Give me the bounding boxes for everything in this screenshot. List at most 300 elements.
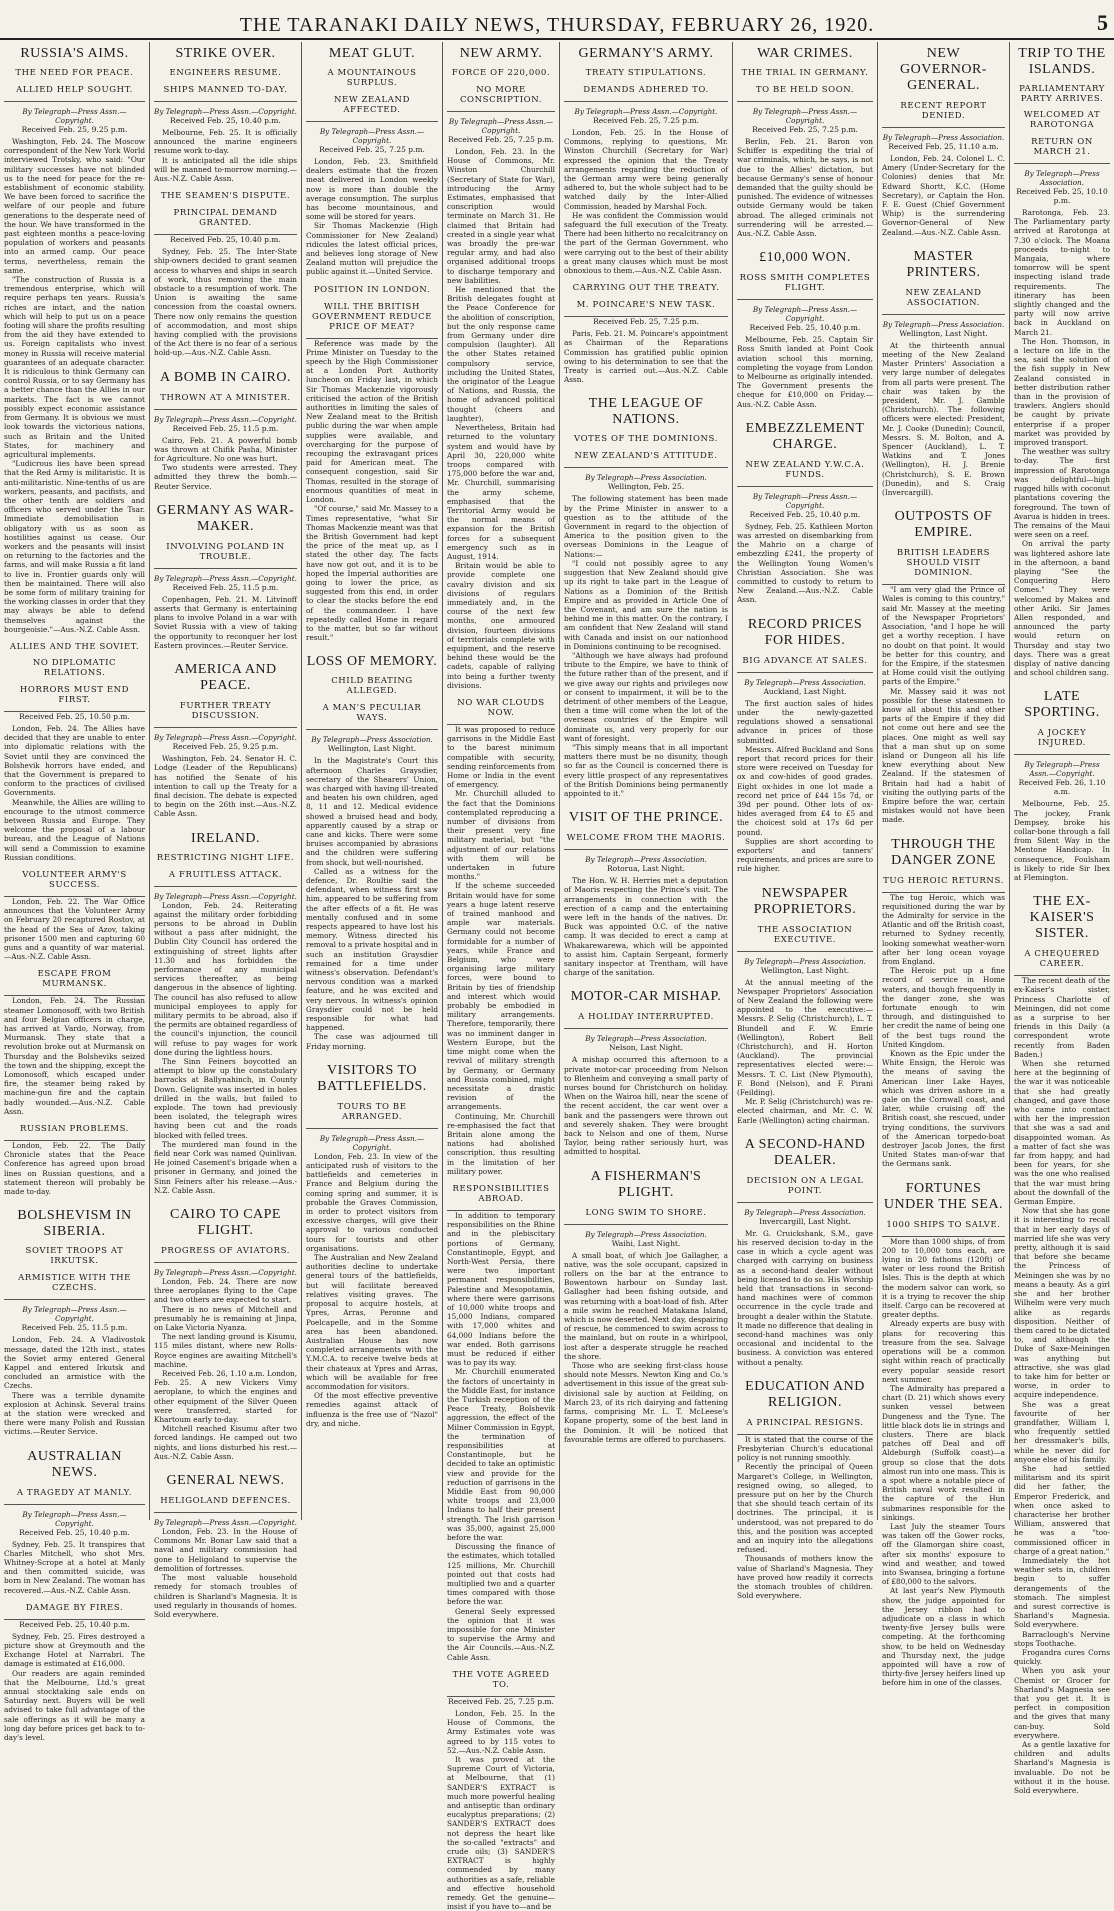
article-subheading: NO MORE CONSCRIPTION. bbox=[447, 85, 555, 112]
article-subheading: ENGINEERS RESUME. bbox=[169, 68, 282, 78]
article-subheading: A FRUITLESS ATTACK. bbox=[154, 870, 297, 887]
article-dateline: Received Feb. 25, 10.40 p.m. bbox=[170, 235, 281, 245]
article-headline: LATE SPORTING. bbox=[1024, 689, 1100, 721]
article-paragraph: Supplies are short according to exporters' and tanners' requirements, and prices are sure to rule higher. bbox=[737, 836, 873, 874]
article-dateline: Auckland, Last Night. bbox=[763, 686, 847, 696]
article bbox=[737, 1133, 873, 1367]
article-dateline: Received Feb. 25, 7.25 p.m. bbox=[593, 317, 699, 327]
article-subheading: CHILD BEATING ALLEGED. bbox=[331, 676, 413, 697]
article bbox=[154, 827, 297, 1196]
article-paragraph: Mr. Massey said it was not possible for these statesmen to know all about this and other parts of the Empire if they did not come out here and see the places. One might as well say that a man shut up on some island or Dungeon all his life knew everything about New Zealand. If the statesmen of Britain had had a habit of visiting the outlying parts of the Empire before the war, certain mistakes would not have been made. bbox=[882, 686, 1005, 825]
article bbox=[447, 698, 555, 1176]
article-subheading: THE NEED FOR PEACE. bbox=[15, 68, 134, 78]
article-dateline: Received Feb. 25, 7.25 p.m. bbox=[319, 145, 425, 154]
article bbox=[306, 1059, 438, 1428]
article-paragraph: "I am very glad the Prince of Wales is coming to this country," said Mr. Massey at the meeting of the Newspaper Proprietors' Association, "and I hope he will get a worthy reception. I have no doubt on that point. It would be better for this country, and for the Empire, if the statesmen at Home could visit the outlying parts of the Empire." bbox=[882, 585, 1005, 687]
article-byline: By Telegraph—Press Assn.—Copyright. bbox=[154, 1268, 297, 1278]
article-paragraph: The recent death of the ex-Kaiser's sister, Princess Charlotte of Meiningen, did not come as a surprise to her friends in this Daily (a correspondent wrote recently from Baden Baden.) bbox=[1014, 976, 1110, 1059]
article-paragraph: The next landing ground is Kisumu, 115 miles distant, where new Rolls-Royce engines are awaiting Mitchell's machine. bbox=[154, 1332, 297, 1369]
article-subheading: PRINCIPAL DEMAND GRANTED. bbox=[154, 208, 297, 235]
article-paragraph: Copenhagen, Feb. 21. M. Litvinoff asserts that Germany is entertaining plans to involve Poland in a war with Soviet Russia with a view of taking the opportunity to reconquer her lost Eastern provinces.—Reuter Service. bbox=[154, 594, 297, 650]
article-paragraph: On arrival the party was lightered ashore late in the afternoon, a band playing "See the Conquering Hero Comes." They were welcomed by Makea and other Ariki. Sir James Allen responded, and announced the party would return on Thursday and stay two days. There was a great display of native dancing and school children sang. bbox=[1014, 539, 1110, 678]
article-dateline: Received Feb. 25, 11.5 p.m. bbox=[21, 1323, 128, 1333]
article-byline: By Telegraph—Press Assn.—Copyright. bbox=[22, 107, 127, 125]
article-headline: NEW GOVERNOR-GENERAL. bbox=[900, 46, 987, 93]
article-paragraph: Sydney, Feb. 25. Kathleen Morton was arrested on disembarking from the Mahrio on a charge of embezzling £241, the property of the Wellington Young Women's Christian Association. She was committed to custody to return to New Zealand.—Aus.-N.Z. Cable Assn. bbox=[737, 521, 873, 605]
article-paragraph: Washington, Feb. 24. The Moscow correspondent of the New York World interviewed Trotsky, who said: "Our military successes have not blinded us to the need for peace for the re-establishment of economic stability. We have been forced to sacrifice the welfare of our people and future generations to the desperate need of the hour. We have transformed in the past eighteen months a peace-loving population of workers and peasants into an armed camp. Our peace terms, nevertheless, remain the same. bbox=[4, 137, 145, 275]
article bbox=[4, 870, 145, 961]
article-paragraph: Paris, Feb. 21. M. Poincare's appointment as Chairman of the Reparations Commission has gratified public opinion owing to his determination to see that the Treaty is carried out.—Aus.-N.Z. Cable Assn. bbox=[564, 329, 728, 385]
article-dateline: Received Feb. 25, 7.25 p.m. bbox=[752, 125, 858, 134]
article-subheading: NEW ZEALAND AFFECTED. bbox=[306, 95, 438, 122]
article-paragraph: London, Feb. 24. Reiterating against the military order forbidding persons to be abroad in Dublin without a pass after midnight, the Dublin City Council has ordered the extinguishing of street lights after 11.30 and has forbidden the performance of any municipal services thereafter, as being dangerous in the absence of lighting. The council has also refused to allow municipal employees to apply for military permits to be abroad, also if the permits are obtained regardless of the council's injunction, the council will refuse to pay wages for work done during the lightless hours. bbox=[154, 900, 297, 1057]
article-byline: By Telegraph—Press Assn.—Copyright. bbox=[154, 107, 297, 116]
article bbox=[1014, 890, 1110, 1795]
column-3 bbox=[302, 42, 443, 1520]
article-headline: AUSTRALIAN NEWS. bbox=[27, 1448, 122, 1480]
column-8 bbox=[1010, 42, 1114, 1796]
article-paragraph: The case was adjourned till Friday morning. bbox=[306, 1032, 438, 1051]
article-dateline: Received Feb. 25, 10.40 p.m. bbox=[170, 116, 281, 125]
article bbox=[564, 392, 728, 798]
article-byline: By Telegraph—Press Association. bbox=[744, 1207, 866, 1217]
article-headline: A BOMB IN CAIRO. bbox=[160, 369, 291, 385]
article bbox=[154, 1203, 297, 1461]
article-paragraph: "I could not possibly agree to any suggestion that New Zealand should give up its right to take part in the League of Nations as a Dominion of the British Empire and as provided in Article One of the Covenant, and am sure the nation is behind me in this matter. On the contrary, I am confident that New Zealand will stand with Canada and insist on our nationhood in Dominions continuing to be recognised. bbox=[564, 558, 728, 651]
article-subheading: DECISION ON A LEGAL POINT. bbox=[737, 1176, 873, 1203]
article-dateline: Invercargill, Last Night. bbox=[759, 1216, 851, 1226]
article-paragraph: The tug Heroic, which was requisitioned during the war by the Admiralty for service in the Atlantic and off the British coast, returned to Sydney recently, looking somewhat weather-worn after her long ocean voyage from England. bbox=[882, 892, 1005, 966]
article-paragraph: London, Feb. 22. The War Office announces that the Volunteer Army on February 20 recaptured Rostov, at the head of the Sea of Azov, taking prisoner 1500 men and capturing 60 guns and a quantity of war material.—Aus.-N.Z. Cable Assn. bbox=[4, 897, 145, 962]
article-subheading: ALLIES AND THE SOVIET. bbox=[9, 641, 140, 652]
article-paragraph: "Of course," said Mr. Massey to a Times representative, "what Sir Thomas Mackenzie meant was that the British Government had kept the price of the meat up, as I stated the other day. The facts have now got out, and it is to be hoped the Imperial authorities are going to lower the price, as suggested from this end, in order to clear the stocks before the end of the commandeer. I have repeatedly called Home in regard to the matter, but so far without result." bbox=[306, 504, 438, 643]
article-headline: FORTUNES UNDER THE SEA. bbox=[883, 1180, 1004, 1212]
article-paragraph: Meanwhile, the Allies are willing to encourage to the utmost commerce between Russia and Europe. They welcome the proposal of a labour bureau, and the League of Nations will send a Commission to examine Russian conditions. bbox=[4, 797, 145, 862]
article-subheading: A TRAGEDY AT MANLY. bbox=[4, 1488, 145, 1505]
article-paragraph: The Sinn Feiners boycotted an attempt to blow up the constabulary barracks at Ballynahinch, in County Down. Gelignite was inserted in holes drilled in the walls, but failed to explode. The town had previously been isolated, the telegraph wires having been cut and the roads blocked with felled trees. bbox=[154, 1056, 297, 1140]
article bbox=[4, 1445, 145, 1595]
article-paragraph: London, Feb. 22. The Daily Chronicle states that the Peace Conference has agreed upon broad lines on Russian questions, and a statement thereon will probably be made to-day. bbox=[4, 1141, 145, 1197]
article-paragraph: London, Feb. 23. In the House of Commons Mr. Bonar Law said that a naval and military commission had gone to Heligoland to supervise the demolition of fortresses. bbox=[154, 1527, 297, 1573]
article bbox=[154, 191, 297, 357]
article-headline: IRELAND. bbox=[191, 830, 260, 846]
article-subheading: BRITISH LEADERS SHOULD VISIT DOMINION. bbox=[882, 548, 1005, 585]
article-paragraph: Britain would be able to provide complete one cavalry division and six divisions of regulars immediately and, in the course of the next few months, one armoured division, fourteen divisions of territorials complete with equipment, and the reserve behind these would be the cadets, capable of rallying into being a further twenty divisions. bbox=[447, 561, 555, 690]
article-paragraph: He mentioned that the British delegates fought at the Peace Conference for the abolition of conscription, but the only response came from Germany under dire compulsion (laughter). All the other States retained compulsory service, including the United States, the originator of the League of Nations, and Russia, the home of advanced political thought (cheers and laughter). bbox=[447, 285, 555, 423]
article-paragraph: The first auction sales of hides under the newly-gazetted regulations showed a sensational advance in prices of those submitted. bbox=[737, 698, 873, 745]
article-paragraph: When she returned here at the beginning of the war it was noticeable that she had greatly changed, and gave those who came into contact with her the impression that she was a sad and disappointed woman. As a matter of fact she was far from happy, and had been for years, for she was the one who realised that the war must bring about the downfall of the German Empire. bbox=[1014, 1059, 1110, 1207]
article-subheading: POSITION IN LONDON. bbox=[313, 284, 431, 295]
article-headline: MOTOR-CAR MISHAP. bbox=[570, 989, 722, 1005]
article-dateline: Received Feb. 25, 10.40 p.m. bbox=[19, 1619, 130, 1629]
article-byline: By Telegraph—Press Assn.—Copyright. bbox=[154, 1518, 297, 1528]
article-subheading: NEW ZEALAND ASSOCIATION. bbox=[882, 288, 1005, 315]
article-paragraph: Berlin, Feb. 21. Baron von Schiffer is expediting the trial of war criminals, which, he says, is not due to the Allies' dictation, but because Germany's sense of honour demanded that the guilty should be punished. The evidence of witnesses outside Germany would be taken abroad. The alleged criminals not surrendering will be arrested.—Aus.-N.Z. Cable Assn. bbox=[737, 137, 873, 239]
article-subheading: TO BE HELD SOON. bbox=[737, 85, 873, 102]
article-dateline: Received Feb. 25, 10.50 p.m. bbox=[19, 711, 130, 721]
article bbox=[564, 1165, 728, 1444]
article-headline: RECORD PRICES FOR HIDES. bbox=[747, 616, 863, 648]
article-paragraph: London, Feb. 24. The Russian steamer Lomonosoff, with two British and four Belgian officers in charge, has arrived at Vardo, Norway, from Murmansk. They state that a revolution broke out at Murmansk on Thursday and the Bolsheviks seized the town and the shipping, except the Lomonosoff, which escaped under fire, the steamer being raked by machine-gun fire and the captain badly wounded.—Aus.-N.Z. Cable Assn. bbox=[4, 996, 145, 1116]
article-subheading: THE SEAMEN'S DISPUTE. bbox=[160, 191, 291, 202]
article-paragraph: London, Feb. 23. Smithfield dealers estimate that the frozen meat delivered in London weekly now is more than double the average consumption. The surplus has become mountainous, and some will be stored for years. bbox=[306, 157, 438, 222]
article-subheading: WELCOMED AT RAROTONGA bbox=[1023, 110, 1101, 130]
article bbox=[154, 658, 297, 818]
article-paragraph: He was confident the Commission would safeguard the full execution of the Treaty. There had been hitherto no recalcitrancy on the part of the German Government, who were carrying out to the best of their ability a great many clauses which must be most obnoxious to them.—Aus.-N.Z. Cable Assn. bbox=[564, 210, 728, 276]
article-paragraph: "Although we have always had profound tribute to the Empire, we have to think of the future rather than of the present, and if we give away our rights and privileges now or consent to impairment, it will be to the detriment of other members of the League, then a time will come when the lot of the overseas countries of the Empire will dominate us, and very properly for our want of foresight. bbox=[564, 650, 728, 743]
article-paragraph: Mitchell reached Kisumu after two forced landings. He camped out two nights, and lions disturbed his rest.—Aus.-N.Z. Cable Assn. bbox=[154, 1424, 297, 1461]
article-byline: By Telegraph—Press Assn.—Copyright. bbox=[448, 117, 554, 135]
article-byline: By Telegraph—Press Assn.—Copyright. bbox=[574, 107, 718, 116]
article-byline: By Telegraph—Press Assn.—Copyright. bbox=[154, 414, 297, 424]
article-paragraph: Sydney, Feb. 25. It transpires that Charles Mitchell, who shot Mrs. Whitney-Scrope at a hotel at Manly and then committed suicide, was born in New Zealand. The woman has recovered.—Aus.-N.Z. Cable Assn. bbox=[4, 1539, 145, 1595]
article-subheading: ROSS SMITH COMPLETES FLIGHT. bbox=[737, 273, 873, 300]
article-subheading: RECENT REPORT DENIED. bbox=[882, 101, 1005, 128]
article bbox=[737, 417, 873, 605]
article-paragraph: Our readers are again reminded that the Melbourne, Ltd.'s great annual stocktaking sale ends on Saturday next. Buyers will be well advised to take full advantage of the sale offerings as it will be many a long day before prices get back to to-day's level. bbox=[4, 1668, 145, 1742]
article-byline: By Telegraph—Press Association. bbox=[882, 319, 1005, 329]
article-byline: By Telegraph—Press Assn.—Copyright. bbox=[319, 1133, 425, 1152]
article-paragraph: London, Feb. 23. In the House of Commons, Mr. Winston Churchill (Secretary of State for War), introducing the Army Estimates, emphasised that conscription would terminate on March 31. He claimed that Britain had created in a single year what was broadly the pre-war regular army, and had also organised additional troops to discharge temporary and new liabilities. bbox=[447, 147, 555, 285]
article-dateline: Received Feb. 26, 1.10 a.m. bbox=[1018, 778, 1106, 797]
article-headline: RUSSIA'S AIMS. bbox=[20, 46, 129, 61]
article-subheading: ALLIED HELP SOUGHT. bbox=[4, 85, 145, 102]
article bbox=[564, 985, 728, 1156]
article-paragraph: London, Feb. 23. In view of the anticipated rush of visitors to the battlefields and cemeteries in France and Belgium during the coming spring and summer, it is probable the Graves Commission, in order to protect visitors from excessive charges, will give their approval to various conducted tours for tourists and other organisations. bbox=[306, 1151, 438, 1253]
article-subheading: A HOLIDAY INTERRUPTED. bbox=[564, 1012, 728, 1029]
article-subheading: A JOCKEY INJURED. bbox=[1014, 728, 1110, 755]
column-6 bbox=[733, 42, 878, 1601]
article bbox=[564, 283, 728, 384]
article-subheading: THE TRIAL IN GERMANY. bbox=[741, 68, 869, 78]
article-paragraph: The murdered man found in the field near Cork was named Quinlivan. He joined Casement's brigade when a prisoner in Germany, and joined the Sinn Feiners after his release.—Aus.-N.Z. Cable Assn. bbox=[154, 1139, 297, 1195]
article-subheading: TUG HEROIC RETURNS. bbox=[882, 876, 1005, 893]
article-subheading: ARMISTICE WITH THE CZECHS. bbox=[4, 1273, 145, 1300]
article-subheading: VOLUNTEER ARMY'S SUCCESS. bbox=[4, 870, 145, 897]
article-subheading: SOVIET TROOPS AT IRKUTSK. bbox=[25, 1246, 124, 1267]
article-paragraph: Melbourne, Feb. 25. It is officially announced the marine engineers resume work to-day. bbox=[154, 128, 297, 156]
article-paragraph: Immediately the hot weather sets in, children begin to suffer derangements of the stomach. The simplest and surest corrective is Sharland's Magnesia. Sold everywhere. bbox=[1014, 1555, 1110, 1630]
article bbox=[447, 1670, 555, 1911]
article-paragraph: Messrs. Alfred Buckland and Sons report that record prices for their store were received on Tuesday for ox and cow-hides of good grades. Eight ox-hides in one lot made a record net price of £44 15s 7d, or 39d per pound. Other lots of ox-hides averaged from £4 to £5 and the choicest sold at 17s 6d per pound. bbox=[737, 744, 873, 837]
article-headline: NEWSPAPER PROPRIETORS. bbox=[753, 885, 857, 917]
article-byline: By Telegraph—Press Assn.—Copyright. bbox=[154, 573, 297, 583]
article-headline: STRIKE OVER. bbox=[175, 46, 276, 61]
article-subheading: 1000 SHIPS TO SALVE. bbox=[882, 1220, 1005, 1237]
article-paragraph: Discussing the finance of the estimates, which totalled 125 millions, Mr. Churchill pointed out that costs had multiplied two and a quarter times compared with those before the war. bbox=[447, 1542, 555, 1607]
article-subheading: NEW ZEALAND'S ATTITUDE. bbox=[564, 451, 728, 468]
article-headline: GERMANY'S ARMY. bbox=[578, 46, 714, 61]
article bbox=[4, 1603, 145, 1742]
article-paragraph: Called as a witness for the defence, Dr. Roultie said the defendant, when witness first saw him, appeared to be suffering from the after effects of a fit. He was mentally confused and in some respects appeared to have lost his memory. Witness directed his removal to a private hospital and in such an institution Graysdier remained for a time under witness's observation. Defendant's nervous condition was a marked feature, and he was excited and very nervous. In witness's opinion Graysdier could not be held responsible for what had happened. bbox=[306, 866, 438, 1033]
article-headline: £10,000 WON. bbox=[759, 250, 851, 266]
article-headline: MASTER PRINTERS. bbox=[906, 248, 981, 280]
article-headline: VISIT OF THE PRINCE. bbox=[568, 810, 724, 826]
article-byline: By Telegraph—Press Assn.—Copyright. bbox=[154, 891, 297, 901]
masthead bbox=[0, 0, 1114, 40]
article-headline: BOLSHEVISM IN SIBERIA. bbox=[17, 1208, 132, 1240]
article bbox=[4, 1204, 145, 1436]
article-paragraph: Barraclough's Nervine stops Toothache. bbox=[1014, 1629, 1110, 1648]
article-byline: By Telegraph—Press Assn.—Copyright. bbox=[319, 127, 425, 145]
article-dateline: Received Feb. 25, 11.5 p.m. bbox=[172, 582, 279, 592]
article-paragraph: Nevertheless, Britain had returned to the voluntary system and would have by April 30, 220,000 white troops compared with 175,000 before the war and, Mr. Churchill, summarising the army scheme, emphasised that the Territorial Army would be the normal means of expansion for the British forces for a subsequent emergency such as in August, 1914. bbox=[447, 423, 555, 561]
article-dateline: Received Feb. 25, 7.25 p.m. bbox=[448, 1696, 554, 1706]
article-subheading: FURTHER TREATY DISCUSSION. bbox=[154, 701, 297, 728]
article-headline: GENERAL NEWS. bbox=[166, 1473, 285, 1489]
article-headline: A FISHERMAN'S PLIGHT. bbox=[590, 1168, 702, 1200]
article-subheading: SHIPS MANNED TO-DAY. bbox=[154, 85, 297, 102]
article-headline: THE EX-KAISER'S SISTER. bbox=[1029, 894, 1095, 942]
article-dateline: Received Feb. 25, 9.25 p.m. bbox=[172, 742, 279, 752]
article bbox=[154, 42, 297, 183]
article-subheading: WILL THE BRITISH GOVERNMENT REDUCE PRICE OF MEAT? bbox=[306, 302, 438, 339]
article-subheading: THE VOTE AGREED TO. bbox=[447, 1670, 555, 1697]
article-headline: VISITORS TO BATTLEFIELDS. bbox=[317, 1062, 427, 1094]
article bbox=[737, 42, 873, 238]
article-paragraph: At the thirteenth annual meeting of the New Zealand Master Printers' Association a very large number of delegates from all parts were present. The chair was taken by the president, Mr. J. Gamble (Christchurch). The following officers were elected: President, Mr. J. Cooke (Dunedin); Council, Messrs. S. M. Bolton, and A. Spencer (Auckland), L. T. Watkins and T. Jones (Wellington), H. J. Brenie (Christchurch), S. E. Brown (Dunedin), and S. Craig (Invercargill). bbox=[882, 340, 1005, 498]
article-subheading: PARLIAMENTARY PARTY ARRIVES. bbox=[1019, 84, 1105, 104]
article-byline: By Telegraph—Press Association. bbox=[585, 1229, 707, 1239]
article bbox=[154, 366, 297, 491]
article-byline: By Telegraph—Press Assn.—Copyright. bbox=[1024, 760, 1100, 779]
article-paragraph: The Admiralty has prepared a chart (D. 21) which shows every sunken vessel between Dungeness and the Tyne. The little black dots lie in strings and clusters. There are black patches off Deal and off Aldeburgh (Suffolk coast)—a group so close that the dots almost run into one mass. This is a spot where a notable piece of British naval work resulted in the capture of the Hun submarines responsible for the sinkings. bbox=[882, 1383, 1005, 1522]
article-dateline: Wellington, Last Night. bbox=[327, 744, 417, 754]
article-paragraph: The most valuable household remedy for stomach troubles of children is Sharland's Magnesia. It is used regularly in thousands of homes. Sold everywhere. bbox=[154, 1573, 297, 1619]
article-byline: By Telegraph—Press Association. bbox=[882, 133, 1005, 142]
article-byline: By Telegraph—Press Association. bbox=[311, 735, 433, 745]
article-paragraph: London, Feb. 25. In the House of Commons, replying to questions, Mr. Winston Churchill (Secretary for War) expressed the opinion that the Treaty arrangements regarding the reduction of the German army were being generally adhered to, but the whole subject had to be watched daily by the Inter-Allied Commission, headed by Marshal Foch. bbox=[564, 128, 728, 211]
article-paragraph: Already experts are busy with plans for recovering this treasure from the sea. Salvage operations will be a common sight within reach of practically every popular seaside resort next summer. bbox=[882, 1319, 1005, 1384]
article-paragraph: Melbourne, Feb. 25. The jockey, Frank Dempsey, broke his collar-bone through a fall from Silent Way in the Mentone Handicap. In consequence, Foulsham is likely to ride Sir Ibex at Flemington. bbox=[1014, 799, 1110, 882]
article-paragraph: A small boat, of which Joe Gallagher, a native, was the sole occupant, capsized in rollers on the bar at the entrance to Bowentown harbour on Sunday last. Gallagher had been fishing outside, and was returning with a boat-load of fish. After a mile swim he reached Matakana Island, which is now deserted. Next day, despairing of rescue, he commenced to swim across to the mainland, but on route in a whirlpool, lost after a desperate struggle he reached the shore. bbox=[564, 1250, 728, 1361]
article-headline: A SECOND-HAND DEALER. bbox=[744, 1136, 866, 1168]
article-dateline: Received Feb. 25, 11.5 p.m. bbox=[172, 423, 279, 433]
article-subheading: LONG SWIM TO SHORE. bbox=[564, 1208, 728, 1225]
article-headline: NEW ARMY. bbox=[459, 46, 543, 61]
article bbox=[4, 42, 145, 634]
article bbox=[4, 1124, 145, 1196]
article-subheading: DAMAGE BY FIRES. bbox=[4, 1603, 145, 1620]
article bbox=[882, 505, 1005, 824]
article-paragraph: When you ask your Chemist or Grocer for Sharland's Magnesia see that you get it. It is perfect in composition and the gives that many can-buy. Sold everywhere. bbox=[1014, 1666, 1110, 1740]
article-headline: LOSS OF MEMORY. bbox=[306, 654, 438, 670]
article-paragraph: It was proposed to reduce garrisons in the Middle East to the barest minimum compatible with security, sending reinforcements from Home or India in the event of emergency. bbox=[447, 724, 555, 790]
article bbox=[447, 42, 555, 690]
article-headline: AMERICA AND PEACE. bbox=[174, 662, 277, 694]
article-subheading: VOTES OF THE DOMINIONS. bbox=[574, 434, 718, 445]
article-paragraph: A mishap occurred this afternoon to a private motor-car proceeding from Nelson to Blenheim and conveying a small party of nurses bound for Christchurch on holiday. When on the Wairoa hill, near the scene of the recent accident, the car went over a bank and the passengers were thrown out and severely shaken. They were brought back to Nelson and one of them, Nurse Taylor, being rather seriously hurt, was admitted to hospital. bbox=[564, 1055, 728, 1157]
article-subheading: TREATY STIPULATIONS. bbox=[585, 68, 707, 78]
article-byline: By Telegraph—Press Association. bbox=[585, 855, 707, 865]
article bbox=[882, 42, 1005, 237]
article-byline: By Telegraph—Press Assn.—Copyright. bbox=[154, 733, 297, 743]
article-byline: By Telegraph—Press Association. bbox=[744, 677, 866, 687]
article-paragraph: London, Feb. 24. The Allies have decided that they are unable to enter into diplomatic relations with the Soviet until they are convinced the Bolshevik horrors have ended, and that the Government is prepared to conform to the practices of civilised Governments. bbox=[4, 723, 145, 798]
article-paragraph: Melbourne, Feb. 25. Captain Sir Ross Smith landed at Point Cook aviation school this morning, completing the voyage from London to Melbourne as originally intended. The Government presents the cheque for £10,000 on Friday.—Aus.-N.Z. Cable Assn. bbox=[737, 335, 873, 409]
article-paragraph: Of the most effective preventive remedies against attack of influenza is the free use of "Nazol" dry, and niche. bbox=[306, 1391, 438, 1428]
column-2 bbox=[150, 42, 302, 1619]
article-subheading: ESCAPE FROM MURMANSK. bbox=[4, 969, 145, 996]
article bbox=[1014, 685, 1110, 882]
article bbox=[564, 42, 728, 275]
article-paragraph: Mr. P. Selig (Christchurch) was re-elected chairman, and Mr. C. W. Earle (Wellington) acting chairman. bbox=[737, 1097, 873, 1125]
article-subheading: THROWN AT A MINISTER. bbox=[154, 393, 297, 410]
article-byline: By Telegraph—Press Assn.—Copyright. bbox=[752, 491, 858, 510]
article bbox=[4, 969, 145, 1116]
article-dateline: Received Feb. 25, 9.25 p.m. bbox=[21, 125, 128, 134]
article-paragraph: Washington, Feb. 24. Senator H. C. Lodge (Leader of the Republicans) has notified the Senate of his intention to call up the Treaty for a final decision. The debate is expected to begin on the 26th inst.—Aus.-N.Z. Cable Assn. bbox=[154, 754, 297, 819]
page-number: 5 bbox=[1097, 10, 1108, 35]
article-paragraph: London, Feb. 24. There are now three aeroplanes flying to the Cape and two others are expected to start. bbox=[154, 1277, 297, 1305]
article-paragraph: Mr. Churchill enumerated the factors of uncertainty in the Middle East, for instance the Turkish reception of the Peace Treaty, Bolshevik aggression, the effect of the Milner Commission in Egypt, the termination of responsibilities at Constantinople, but he decided to take an optimistic view and provide for the reduction of garrisons in the Middle East from 90,000 white troops and 23,000 Indians to half their present strength. The Irish garrison was 35,000, against 25,000 before the war. bbox=[447, 1367, 555, 1543]
article-dateline: Received Feb. 25, 10.40 p.m. bbox=[749, 509, 861, 519]
article-paragraph: London, Feb. 24. Colonel L. C. Amery (Under-Secretary for the Colonies) denies that Mr. Edward Shortt, K.C. (Home Secretary), or Captain the Hon. F. E. Guest (Chief Government Whip) is the surrendering Governor-General of New Zealand.—Aus.-N.Z. Cable Assn. bbox=[882, 154, 1005, 237]
article bbox=[306, 42, 438, 277]
article-paragraph: Two students were arrested. They admitted they threw the bomb.—Reuter Service. bbox=[154, 463, 297, 491]
article-subheading: RESTRICTING NIGHT LIFE. bbox=[156, 852, 295, 863]
column-5 bbox=[560, 42, 733, 1520]
article-dateline: Received Feb. 25, 7.25 p.m. bbox=[593, 116, 699, 125]
article bbox=[737, 246, 873, 409]
article-paragraph: The Hon. W. H. Herries met a deputation of Maoris respecting the Prince's visit. The arrangements in connection with the erection of a camp and the entertaining were left in the hands of the natives. Dr. Buck was appointed O.C. of the native camp. It was decided to erect a camp at Whakarewarewa, which will be appointed to assist him. Captain Sergeant, formerly sanitary inspector at Trentham, will have charge of the sanitation. bbox=[564, 876, 728, 978]
article-paragraph: There is no news of Mitchell and presumably he is remaining at Jinpa, on Lake Victoria Nyanza. bbox=[154, 1304, 297, 1333]
article bbox=[4, 642, 145, 862]
article-subheading: WELCOME FROM THE MAORIS. bbox=[564, 833, 728, 850]
article bbox=[154, 499, 297, 650]
article-paragraph: In the Magistrate's Court this afternoon Charles Graysdier, secretary of the Shearers' Union, was charged with having ill-treated and beaten his own children, aged 8, 11 and 12. Medical evidence showed a bruised head and body, apparently caused by a strap or cane and kicks. There were some bruises accompanied by abrasions and the children were suffering from shock, but well-nourished. bbox=[306, 756, 438, 867]
article-paragraph: Thousands of mothers know the value of Sharland's Magnesia. They have proved how readily it corrects the stomach troubles of children. Sold everywhere. bbox=[737, 1554, 873, 1601]
article-paragraph: London, Feb. 24. A Vladivostok message, dated the 12th inst., states the Soviet army entered General Kappel and entered Irkutsk and concluded an armistice with the Czechs. bbox=[4, 1335, 145, 1391]
article bbox=[737, 613, 873, 874]
article-paragraph: Mr. G. Cruickshank, S.M., gave his reserved decision to-day in the case in which a cycle agent was charged with carrying on business as a second-hand dealer without being licensed to do so. His Worship held that transactions in second-hand machines were of common occurrence in the cycle trade and brought a dealer within the Statute. It made no difference that dealing in second-hand machines was only occasional and incidental to the business. A conviction was entered without a penalty. bbox=[737, 1228, 873, 1367]
article-dateline: Received Feb. 25, 10.40 p.m. bbox=[19, 1527, 130, 1537]
article-headline: MEAT GLUT. bbox=[328, 46, 416, 61]
article-dateline: Wellington, Feb. 25. bbox=[607, 482, 685, 492]
article-subheading: DEMANDS ADHERED TO. bbox=[564, 85, 728, 102]
article-dateline: Waihi, Last Night. bbox=[611, 1238, 681, 1248]
article-dateline: Received Feb. 25, 10.10 p.m. bbox=[1016, 187, 1108, 205]
article-paragraph: The following statement has been made by the Prime Minister in answer to a question as to the attitude of the Government in regard to the objection of America to the position given to the overseas Dominions in the League of Nations:— bbox=[564, 494, 728, 559]
article-paragraph: In addition to temporary responsibilities on the Rhine and in the plebiscitary portions of Germany, Constantinople, Egypt, and North-West Persia, there were two important permanent responsibilities, Palestine and Mesopotamia, where there were garrisons of 10,000 white troops and 15,000 Indians, compared with 17,000 whites and 64,000 Indians before the war ended. Both garrisons must be reduced if either was to pay its way. bbox=[447, 1210, 555, 1368]
article-subheading: PROGRESS OF AVIATORS. bbox=[154, 1246, 297, 1263]
article-dateline: Received Feb. 25, 11.10 a.m. bbox=[888, 142, 999, 151]
article-subheading: RUSSIAN PROBLEMS. bbox=[4, 1124, 145, 1141]
article-paragraph: It is anticipated all the idle ships will be manned to-morrow morning.—Aus.-N.Z. Cable Assn. bbox=[154, 155, 297, 184]
article-subheading: INVOLVING POLAND IN TROUBLE. bbox=[154, 542, 297, 569]
article-paragraph: Last July the steamer Tours was taken off the Gower rocks, off the Glamorgan shire coast, after six months' exposure to wind and weather, and towed into Swansea, bringing a fortune of £80,000 to the salvors. bbox=[882, 1521, 1005, 1587]
article-subheading: NO DIPLOMATIC RELATIONS. bbox=[32, 657, 117, 678]
article-paragraph: As a gentle laxative for children and adults Sharland's Magnesia is invaluable. Do not be without it in the house. Sold everywhere. bbox=[1014, 1740, 1110, 1796]
article-dateline: Nelson, Last Night. bbox=[608, 1043, 684, 1053]
article-subheading: NEW ZEALAND Y.W.C.A. FUNDS. bbox=[737, 460, 873, 487]
article-byline: By Telegraph—Press Association. bbox=[585, 473, 707, 483]
article-headline: THE LEAGUE OF NATIONS. bbox=[588, 396, 704, 428]
article-subheading: RETURN ON MARCH 21. bbox=[1014, 137, 1110, 164]
article-headline: GERMANY AS WAR-MAKER. bbox=[156, 502, 295, 534]
article-paragraph: The Heroic put up a fine record of service in Home waters, and though frequently in the danger zone, she was fortunate enough to win through, and distinguished to her credit the name of being one of the best tugs round the United Kingdom. bbox=[882, 966, 1005, 1049]
article-paragraph: More than 1000 ships, of from 200 to 10,000 tons each, are lying in 20 fathoms (120ft) of water or less round the British Isles. This is the depth at which the modern salvor can work, so it is a trying to recover the ship itself. Cargo can be recovered at greater depths. bbox=[882, 1236, 1005, 1320]
article-paragraph: "Ludicrous lies have been spread that the Red Army is militaristic. It is anti-militaristic. Nine-tenths of us are workers, peasants, and pacifists, and the other tenth are soldiers and officers who served under the Tsar. Immediate demobilisation is obligatory with us as soon as hostilities against us cease. Our workers and the peasants will insist on returning to the factories and the farms, and will make Russia a fit land to live in. Frontier guards only will then be maintained. There will also be some form of military training for the working classes in order that they may always be able to defend themselves against the bourgeoisie."—Aus.-N.Z. Cable Assn. bbox=[4, 459, 145, 634]
article-subheading: BIG ADVANCE AT SALES. bbox=[737, 656, 873, 673]
article-byline: By Telegraph—Press Association. bbox=[744, 956, 866, 966]
article bbox=[306, 650, 438, 1051]
article-paragraph: At last year's New Plymouth show, the judge appointed for the Jersey ribbon had to adjudicate on a class in which twenty-five Jersey bulls were competing. At the forthcoming show, to be held on Wednesday and Thursday next, the judge appointed will have a row of thirty-five Jersey heifers lined up before him in one of the classes. bbox=[882, 1586, 1005, 1688]
article-headline: CAIRO TO CAPE FLIGHT. bbox=[169, 1207, 281, 1239]
article bbox=[1014, 42, 1110, 677]
article-paragraph: Cairo, Feb. 21. A powerful bomb was thrown at Chifik Pasha, Minister for Agriculture. No one was hurt. bbox=[154, 435, 297, 464]
article bbox=[882, 833, 1005, 1169]
article-byline: By Telegraph—Press Assn.—Copyright. bbox=[22, 1509, 127, 1528]
column-4 bbox=[443, 42, 560, 1911]
article-paragraph: Recently the principal of Queen Margaret's College, in Wellington, resigned owing, so alleged, to pressure put on her by the Church that she should teach certain of its doctrines. The principal, it is understood, was not prepared to do this, and the position was accepted and an inquiry into the allegations refused. bbox=[737, 1462, 873, 1555]
article-dateline: Wellington, Last Night. bbox=[899, 328, 988, 338]
article-paragraph: The weather was sultry to-day. The first impression of Rarotonga was delightful—high rugged hills with coconut plantations covering the foreground. The town of Avarua is hidden in trees. The remains of the Maui were seen on a reef. bbox=[1014, 447, 1110, 540]
article-subheading: CARRYING OUT THE TREATY. bbox=[572, 283, 720, 294]
article bbox=[737, 882, 873, 1125]
article-paragraph: Now that she has gone it is interesting to recall that in her early days of married life she was very pretty, although it is said that before she became the Princess of Meiningen she was by no means a beauty. As a girl she and her brother Wilhelm were very much alike as regards disposition. Neither of them cared to be dictated to, and although the Duke of Saxe-Meiningen was anything but attractive, she was glad to take him for better or worse, in order to acquire independence. bbox=[1014, 1206, 1110, 1400]
article-dateline: Received Feb. 25, 7.25 p.m. bbox=[448, 135, 554, 144]
article bbox=[154, 1469, 297, 1619]
article-byline: By Telegraph—Press Assn.—Copyright. bbox=[752, 107, 858, 125]
article-dateline: Rotorua, Last Night. bbox=[606, 864, 686, 874]
column-7 bbox=[878, 42, 1010, 1688]
article-paragraph: Sydney, Feb. 25. The Inter-State ship-owners decided to grant seamen access to wharves and ships in search of work, thus removing the main obstacle to a resumption of work. The Union is awaiting the same concession from the coastal owners. There now only remains the question of accommodation, and most ships having complied with the provisions of the Act there is no fear of a serious hold-up.—Aus.-N.Z. Cable Assn. bbox=[154, 247, 297, 358]
article-headline: WAR CRIMES. bbox=[757, 46, 853, 61]
article bbox=[882, 245, 1005, 497]
article-headline: TRIP TO THE ISLANDS. bbox=[1018, 46, 1106, 77]
article-paragraph: "The construction of Russia is a tremendous enterprise, which will require perhaps ten years. Russia's riches are intact, and the nation which will help to put us on a peace footing will share the profits resulting from the aid they have extended to us. Foreign capitalists who invest money in Russia will receive material guarantees of an adequate character. It is ridiculous to think Germany can control Russia, or to say Germany has a better chance than the Allies in our markets. The fact is we cannot possibly expect economic assistance from Germany. It is obvious we must look towards the victorious nations, such as Britain and the United States, for machinery and agricultural implements. bbox=[4, 275, 145, 459]
article-subheading: RESPONSIBILITIES ABROAD. bbox=[447, 1184, 555, 1211]
article bbox=[564, 806, 728, 977]
newspaper-columns bbox=[0, 42, 1114, 1911]
article-byline: By Telegraph—Press Association. bbox=[585, 1034, 707, 1044]
article-paragraph: She was a great favourite of her grandfather, William I, who frequently settled her dressmaker's bills, while he never did for anyone else of his family. bbox=[1014, 1399, 1110, 1464]
article-paragraph: Continuing, Mr. Churchill re-emphasised the fact that Britain alone among the nations had abolished conscription, thus resulting in the limitation of her military power. bbox=[447, 1111, 555, 1176]
article-dateline: Received Feb. 25, 10.40 p.m. bbox=[749, 323, 861, 333]
article-paragraph: Rarotonga, Feb. 23. The Parliamentary party arrived at Rarotonga at 7.30 o'clock. The Moana proceeds to-night to Mangaia, where tomorrow will be spent inspecting island trade requirements. The itinerary has been slightly changed and the party will now arrive back in Auckland on March 21. bbox=[1014, 208, 1110, 337]
article bbox=[306, 285, 438, 643]
article-paragraph: The Hon. Thomson, in a lecture on life in the sea, said the solution of the fish supply in New Zealand consisted in better distribution rather than in the provision of trawlers. Anglers should be caught by private enterprise if a proper market was provided by improved transport. bbox=[1014, 336, 1110, 448]
article bbox=[882, 1177, 1005, 1688]
article-paragraph: Sydney, Feb. 25. Fires destroyed a picture show at Greymouth and the Exchange Hotel at Narrabri. The damage is estimated at £16,000. bbox=[4, 1631, 145, 1669]
article-paragraph: Frogandra cures Corns quickly. bbox=[1014, 1648, 1110, 1667]
article-dateline: Wellington, Last Night. bbox=[760, 965, 850, 975]
article-paragraph: Reference was made by the Prime Minister on Tuesday to the speech by the High Commissioner at a London Port Authority luncheon on Friday last, in which Sir Thomas Mackenzie vigorously criticised the action of the British authorities in limiting the sales of New Zealand meat to the British public during the war when ample supplies were available, and overcharging for the purpose of recouping the extravagant prices paid for American meat. The consequent congestion, said Sir Thomas, resulted in the storage of enormous quantities of meat in London. bbox=[306, 338, 438, 505]
article-paragraph: The Australian and New Zealand authorities decline to undertake general tours of the battlefields, but will facilitate bereaved relatives visiting graves. The proposal to acquire hostels, at Ypres, Arras, Peronne and Poelcapelle, and in the Somme area has been abandoned. Australian House has now completed arrangements with the Y.M.C.A. to receive twelve beds at their chateaux at Ypres and Arras, which will be available for free accommodation for visitors. bbox=[306, 1253, 438, 1391]
article-subheading: A CHEQUERED CAREER. bbox=[1014, 949, 1110, 976]
article-subheading: FORCE OF 220,000. bbox=[451, 68, 551, 78]
article-byline: By Telegraph—Press Assn.—Copyright. bbox=[752, 305, 858, 324]
article-subheading: A PRINCIPAL RESIGNS. bbox=[737, 1418, 873, 1435]
article-subheading: THE ASSOCIATION EXECUTIVE. bbox=[737, 925, 873, 952]
newspaper-title: THE TARANAKI DAILY NEWS, THURSDAY, FEBRUARY 26, 1920. bbox=[239, 14, 875, 36]
article-byline: By Telegraph—Press Assn.—Copyright. bbox=[22, 1305, 127, 1324]
article-paragraph: There was a terrible dynamite explosion at Achinsk. Several trains at the station were wrecked and there were many Polish and Russian victims.—Reuter Service. bbox=[4, 1390, 145, 1437]
article-headline: EMBEZZLEMENT CHARGE. bbox=[745, 420, 865, 452]
article-paragraph: Mr. Churchill alluded to the fact that the Dominions contemplated reproducing a number of divisions from their present very fine military material, but "the adjustment of our relations with them will be undertaken in future months." bbox=[447, 789, 555, 882]
article-paragraph: Sir Thomas Mackenzie (High Commissioner for New Zealand) ridicules the latest official prices, and believes long storage of New Zealand mutton will prejudice the public against it.—United Service. bbox=[306, 221, 438, 277]
article-headline: OUTPOSTS OF EMPIRE. bbox=[894, 509, 993, 541]
article-paragraph: It was proved at the Supreme Court of Victoria, at Melbourne, that (1) SANDER'S EXTRACT is much more powerful healing and antiseptic than ordinary eucalyptus preparations; (2) SANDER'S EXTRACT does not depress the heart like the so-called "extracts" and crude oils; (3) SANDER'S EXTRACT is highly commended by many authorities as a safe, reliable and effective household remedy. Get the genuine—insist if you have to—and be bbox=[447, 1754, 555, 1911]
article-subheading: A MOUNTAINOUS SURPLUS. bbox=[327, 68, 417, 88]
column-1 bbox=[0, 42, 150, 1742]
article-byline: By Telegraph—Press Association. bbox=[1024, 169, 1100, 187]
article-paragraph: If the scheme succeeded Britain would have for some years a huge latent reserve of trained manhood and ample war materials. Germany could not become formidable for a number of years, while France and Belgium, who were organising large military forces, were bound to Britain by ties of friendship and interest which would probably be embodied in military arrangements. Therefore, temporarily, there was no imminent danger in Western Europe, but the time might come when the revival of military strength by Germany, or Germany and Russia combined, might necessitate a drastic revision of the arrangements. bbox=[447, 881, 556, 1112]
article-paragraph: Known as the Epic under the White Ensign, the Heroic was the means of saving the American liner Lake Hayes, which was driven ashore in a gale on the Cornwall coast, and later, while cruising off the British coast, she rescued, under trying conditions, the survivors of the American torpedo-boat destroyer Jacob Jones, the first United States man-of-war that the Germans sank. bbox=[882, 1049, 1005, 1169]
article-subheading: NO WAR CLOUDS NOW. bbox=[447, 698, 555, 725]
article-headline: EDUCATION AND RELIGION. bbox=[745, 1378, 865, 1410]
